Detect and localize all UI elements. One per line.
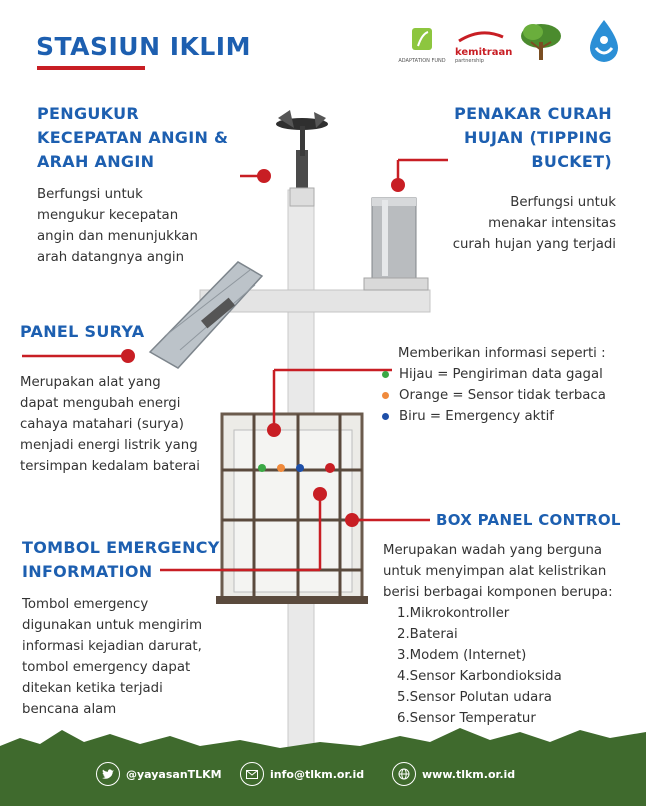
- anemometer-heading-line: ARAH ANGIN: [37, 152, 155, 171]
- anemometer-heading: [37, 102, 228, 174]
- box-panel-body-line: untuk menyimpan alat kelistrikan: [383, 564, 607, 579]
- emergency-heading-line: INFORMATION: [22, 562, 153, 581]
- indicator-legend: [382, 343, 606, 427]
- indicator-item-label: Orange = Sensor tidak terbaca: [399, 388, 606, 403]
- box-panel-description: [383, 540, 613, 729]
- anemometer-body-line: Berfungsi untuk: [37, 187, 143, 202]
- kemitraan-sub-label: partnership: [455, 58, 484, 64]
- box-panel-body-line: berisi berbagai komponen berupa:: [383, 585, 613, 600]
- component-item: 4.Sensor Karbondioksida: [397, 669, 562, 684]
- emergency-description: [22, 594, 202, 720]
- emergency-heading: [22, 536, 220, 584]
- anemometer-body-line: mengukur kecepatan: [37, 208, 179, 223]
- emergency-body-line: Tombol emergency: [22, 597, 149, 612]
- globe-icon: [392, 762, 416, 786]
- component-item: 1.Mikrokontroller: [397, 606, 510, 621]
- anemometer-heading-line: PENGUKUR: [37, 104, 140, 123]
- component-item: 5.Sensor Polutan udara: [397, 690, 552, 705]
- twitter-handle: @yayasanTLKM: [126, 767, 222, 781]
- solar-panel-body-line: cahaya matahari (surya): [20, 417, 184, 432]
- rain-gauge-body-line: menakar intensitas: [488, 216, 616, 231]
- emergency-body-line: tombol emergency dapat: [22, 660, 191, 675]
- solar-panel-illustration: [150, 262, 262, 368]
- rain-gauge-illustration: [364, 198, 428, 290]
- twitter-icon: [96, 762, 120, 786]
- component-item: 3.Modem (Internet): [397, 648, 527, 663]
- emergency-body-line: informasi kejadian darurat,: [22, 639, 202, 654]
- solar-panel-heading: PANEL SURYA: [20, 322, 145, 341]
- grass-footer-background: [0, 716, 646, 806]
- green-dot-icon: [382, 371, 389, 378]
- anemometer-description: [37, 184, 198, 268]
- emergency-body-line: ditekan ketika terjadi: [22, 681, 163, 696]
- solar-panel-description: [20, 372, 200, 477]
- indicator-item-green: [382, 364, 606, 385]
- anemometer-illustration: [276, 110, 328, 206]
- indicator-item-label: Hijau = Pengiriman data gagal: [399, 367, 603, 382]
- rain-gauge-heading-line: BUCKET): [531, 152, 612, 171]
- emergency-body-line: digunakan untuk mengirim: [22, 618, 203, 633]
- orange-dot-icon: [382, 392, 389, 399]
- page-title: STASIUN IKLIM: [36, 32, 251, 61]
- indicator-item-blue: [382, 406, 606, 427]
- footer-email[interactable]: [240, 762, 364, 786]
- component-list: [383, 603, 613, 729]
- solar-panel-body-line: tersimpan kedalam baterai: [20, 459, 200, 474]
- blue-dot-icon: [382, 413, 389, 420]
- box-panel-heading: BOX PANEL CONTROL: [436, 511, 621, 529]
- solar-panel-body-line: dapat mengubah energi: [20, 396, 181, 411]
- indicator-item-label: Biru = Emergency aktif: [399, 409, 554, 424]
- rain-gauge-heading-line: HUJAN (TIPPING: [464, 128, 612, 147]
- rain-gauge-heading-line: PENAKAR CURAH: [454, 104, 612, 123]
- indicator-intro: Memberikan informasi seperti :: [398, 346, 606, 361]
- rain-gauge-body-line: curah hujan yang terjadi: [452, 237, 616, 252]
- website-url: www.tlkm.or.id: [422, 767, 516, 781]
- mail-icon: [240, 762, 264, 786]
- emergency-body-line: bencana alam: [22, 702, 117, 717]
- solar-panel-body-line: menjadi energi listrik yang: [20, 438, 198, 453]
- footer-twitter[interactable]: [96, 762, 222, 786]
- box-panel-body-line: Merupakan wadah yang berguna: [383, 543, 603, 558]
- solar-panel-body-line: Merupakan alat yang: [20, 375, 161, 390]
- component-item: 2.Baterai: [397, 627, 458, 642]
- email-address: info@tlkm.or.id: [270, 767, 365, 781]
- control-box-illustration: [216, 414, 368, 604]
- kemitraan-label: kemitraan: [455, 47, 513, 58]
- rain-gauge-heading: [454, 102, 612, 174]
- adaptation-fund-label: ADAPTATION FUND: [398, 58, 446, 64]
- rain-gauge-description: [453, 192, 616, 255]
- component-item: 6.Sensor Temperatur: [397, 711, 536, 726]
- rain-gauge-body-line: Berfungsi untuk: [510, 195, 616, 210]
- anemometer-body-line: arah datangnya angin: [37, 250, 185, 265]
- anemometer-body-line: angin dan menunjukkan: [37, 229, 198, 244]
- anemometer-heading-line: KECEPATAN ANGIN &: [37, 128, 229, 147]
- indicator-item-orange: [382, 385, 606, 406]
- emergency-heading-line: TOMBOL EMERGENCY: [22, 538, 220, 557]
- footer-website[interactable]: [392, 762, 515, 786]
